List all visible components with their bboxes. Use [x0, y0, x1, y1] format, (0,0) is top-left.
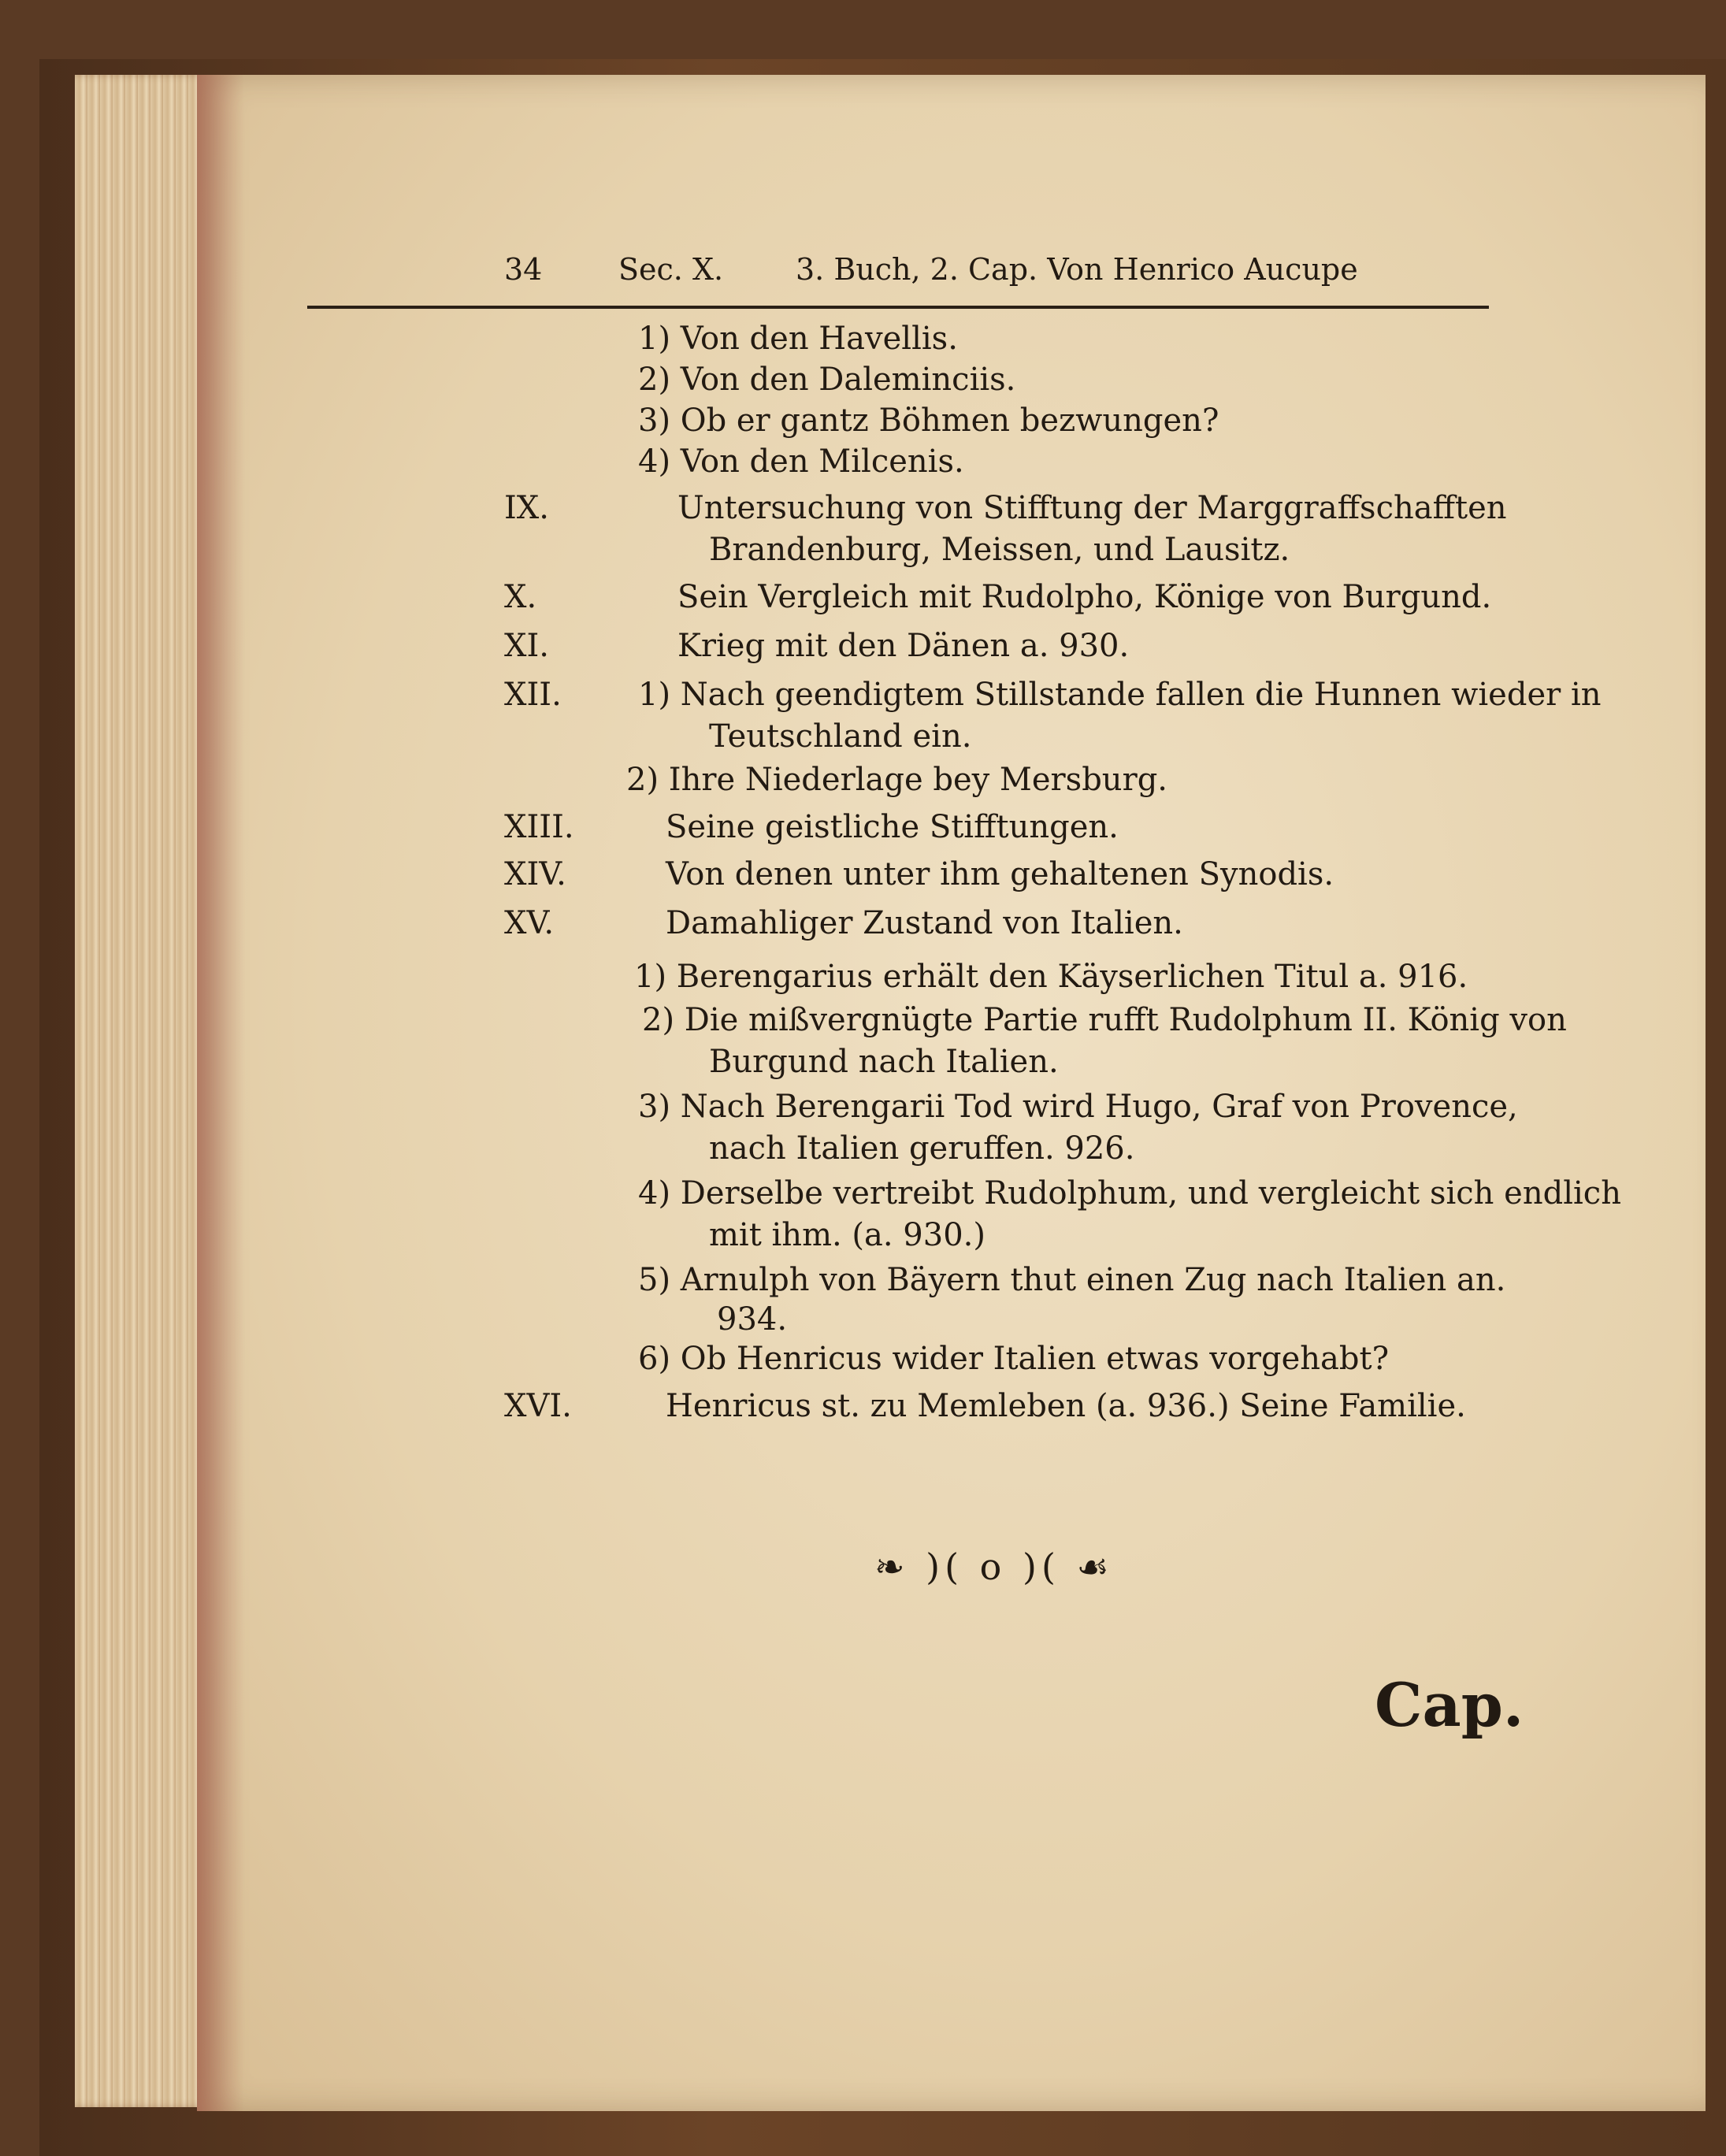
entry-text: 2) Von den Daleminciis.: [638, 362, 1016, 398]
entry-row: [307, 1083, 1518, 1130]
entry-text: Von denen unter ihm gehaltenen Synodis.: [666, 856, 1334, 892]
page-gutter: [197, 75, 244, 2111]
entry-text: 6) Ob Henricus wider Italien etwas vorgehabt?: [638, 1341, 1390, 1377]
entry-row: [307, 803, 1513, 851]
entry-text: Krieg mit den Dänen a. 930.: [677, 628, 1130, 664]
entry-text: nach Italien geruffen. 926.: [709, 1130, 1135, 1167]
page-edges: [75, 75, 209, 2107]
entry-number: X.: [504, 579, 537, 615]
entry-row: [307, 1382, 1513, 1430]
catchword: Cap.: [1375, 1670, 1524, 1740]
entry-text: mit ihm. (a. 930.): [709, 1217, 985, 1253]
entry-text: 5) Arnulph von Bäyern thut einen Zug nach Italien an.: [638, 1262, 1506, 1298]
entry-row: [307, 526, 1513, 573]
section-label: Sec. X.: [618, 252, 724, 287]
entry-text: 1) Von den Havellis.: [638, 321, 958, 357]
entry-row: [307, 953, 1513, 1000]
entry-row: [307, 1335, 1513, 1382]
page-number: 34: [504, 252, 543, 287]
entry-text: Seine geistliche Stifftungen.: [666, 809, 1119, 845]
entry-row: [307, 756, 1513, 803]
entry-number: XII.: [504, 677, 562, 713]
header-rule: [307, 306, 1489, 309]
entry-row: [307, 397, 1513, 444]
entry-row: [307, 851, 1513, 898]
entry-text: Burgund nach Italien.: [709, 1044, 1059, 1080]
entry-text: Sein Vergleich mit Rudolpho, Könige von Burgund.: [677, 579, 1492, 615]
entry-text: Henricus st. zu Memleben (a. 936.) Seine Familie.: [666, 1388, 1466, 1424]
entry-row: [307, 713, 1513, 760]
running-title: 3. Buch, 2. Cap. Von Henrico Aucupe: [796, 252, 1358, 287]
entry-row: [307, 1125, 1513, 1172]
entry-row: [307, 900, 1513, 947]
entry-text: 3) Ob er gantz Böhmen bezwungen?: [638, 403, 1219, 439]
entry-number: XIV.: [504, 856, 566, 892]
entry-text: 1) Nach geendigtem Stillstande fallen die Hunnen wieder in: [638, 677, 1602, 713]
entry-row: [307, 1212, 1513, 1259]
entry-text: 4) Derselbe vertreibt Rudolphum, und vergleicht sich endlich: [638, 1175, 1621, 1212]
entry-text: 4) Von den Milcenis.: [638, 443, 964, 480]
entry-text: 3) Nach Berengarii Tod wird Hugo, Graf von Provence,: [638, 1089, 1518, 1125]
entry-row: [307, 356, 1513, 403]
entry-text: Teutschland ein.: [709, 718, 972, 755]
entry-number: XI.: [504, 628, 549, 664]
entry-text: 1) Berengarius erhält den Käyserlichen Titul a. 916.: [634, 959, 1468, 995]
entry-row: [307, 1038, 1513, 1085]
entry-number: XV.: [504, 905, 555, 941]
entry-number: IX.: [504, 490, 549, 526]
entry-text: 2) Die mißvergnügte Partie rufft Rudolphum II. König von: [642, 1002, 1567, 1038]
entry-text: Damahliger Zustand von Italien.: [666, 905, 1183, 941]
entry-row: [307, 622, 1513, 670]
entry-row: [307, 671, 1602, 718]
entry-text: Untersuchung von Stifftung der Marggraffschafften: [677, 490, 1507, 526]
running-header: [307, 252, 1489, 299]
entry-row: [307, 484, 1513, 532]
entry-row: [307, 315, 1513, 362]
entry-number: XIII.: [504, 809, 574, 845]
entry-text: 934.: [717, 1301, 788, 1338]
entry-row: [307, 1170, 1621, 1217]
entry-number: XVI.: [504, 1388, 572, 1424]
entry-row: [307, 573, 1513, 621]
ornament: ❧ )( o )( ☙: [874, 1546, 1114, 1588]
entry-text: Brandenburg, Meissen, und Lausitz.: [709, 532, 1290, 568]
entry-row: [307, 438, 1513, 485]
entry-row: [307, 996, 1567, 1044]
entry-text: 2) Ihre Niederlage bey Mersburg.: [626, 762, 1168, 798]
